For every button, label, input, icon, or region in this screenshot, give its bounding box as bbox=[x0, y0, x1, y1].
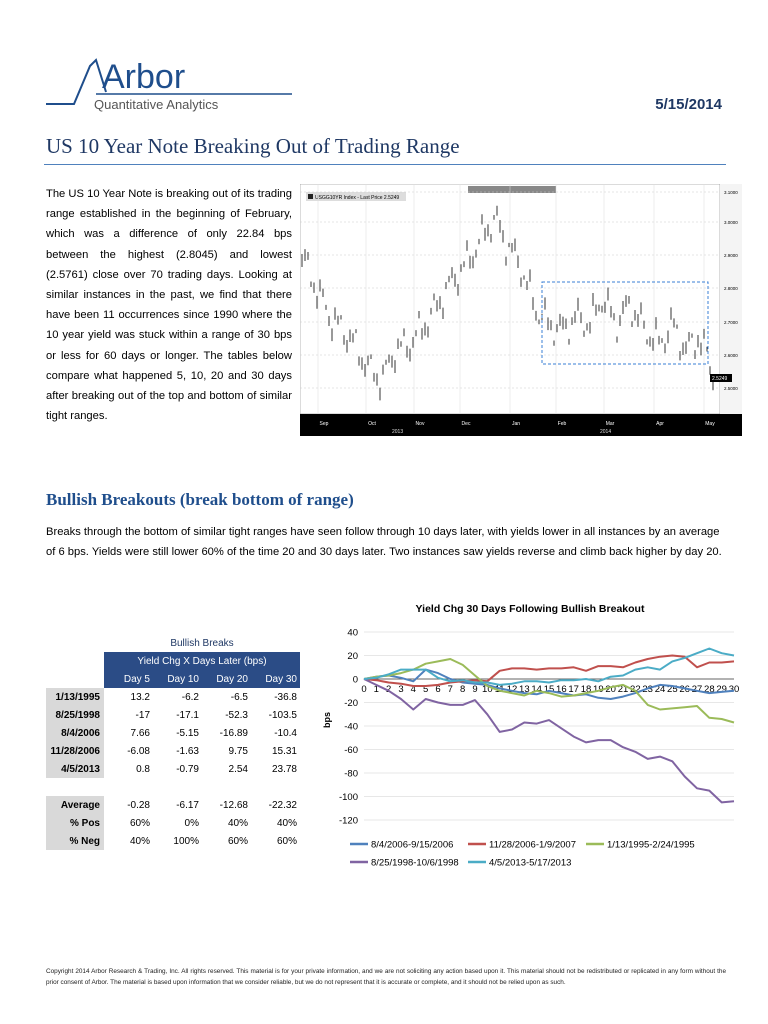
chart-x-tick: 28 bbox=[704, 684, 715, 695]
table-cell: -17.1 bbox=[176, 709, 199, 721]
summary-row bbox=[46, 832, 300, 850]
report-date: 5/15/2014 bbox=[655, 96, 722, 113]
bbg-month-label: May bbox=[705, 421, 715, 427]
bbg-legend: USGG10YR Index - Last Price 2.5249 bbox=[315, 195, 400, 201]
row-label: 11/28/2006 bbox=[46, 742, 104, 760]
table-row bbox=[46, 688, 300, 706]
row-label: 4/5/2013 bbox=[46, 760, 104, 778]
chart-y-tick: 0 bbox=[352, 674, 358, 686]
row-label: 8/25/1998 bbox=[46, 706, 104, 724]
table-cell: 100% bbox=[173, 835, 199, 847]
table-cell: -17 bbox=[135, 709, 150, 721]
chart-x-tick: 9 bbox=[472, 684, 478, 695]
chart-x-tick: 16 bbox=[556, 684, 567, 695]
legend-label: 11/28/2006-1/9/2007 bbox=[489, 839, 576, 851]
bbg-month-label: Oct bbox=[368, 421, 376, 427]
table-cell: -6.5 bbox=[230, 691, 248, 703]
chart-x-tick: 12 bbox=[506, 684, 518, 695]
chart-x-tick: 4 bbox=[410, 684, 416, 695]
table-header-row bbox=[46, 670, 300, 688]
section-body: Breaks through the bottom of similar tight ranges have seen follow through 10 days later, with yields lower in all instances by an average of 6 bps. Yields were still lower 60% of the time 20 and 30 days later. Two instances saw yields reverse and climb back higher by day 20. bbox=[46, 526, 722, 558]
chart-x-tick: 22 bbox=[630, 684, 641, 695]
chart-x-tick: 8 bbox=[460, 684, 466, 695]
table-cell: -5.15 bbox=[176, 727, 199, 739]
chart-x-tick: 5 bbox=[423, 684, 429, 695]
table-spacer bbox=[46, 778, 300, 796]
copyright-notice: Copyright 2014 Arbor Research & Trading, Inc. All rights reserved. This material is for your private information, and we are not soliciting any action based upon it. This material should not be redistributed or replicated in any form without the prior consent of Arbor. The material is based upon information that we consider reliable, but we do not represent that it is accurate or complete, and it should not be relied upon as such. bbox=[46, 968, 726, 986]
table-row bbox=[46, 742, 300, 760]
chart-x-tick: 30 bbox=[728, 684, 740, 695]
row-label: % Neg bbox=[46, 832, 104, 850]
bbg-month-label: Dec bbox=[461, 421, 471, 427]
table-cell: -103.5 bbox=[268, 709, 297, 721]
column-header: Day 20 bbox=[202, 670, 251, 688]
bbg-y-tick: 3.0000 bbox=[724, 220, 738, 225]
table-cell: 15.31 bbox=[271, 745, 297, 757]
bbg-month-label: Mar bbox=[605, 421, 615, 427]
page-title: US 10 Year Note Breaking Out of Trading Range bbox=[46, 134, 460, 158]
chart-legend bbox=[350, 840, 695, 869]
chart-x-tick: 23 bbox=[642, 684, 653, 695]
bbg-month-label: Feb bbox=[557, 421, 567, 427]
column-header: Day 30 bbox=[251, 670, 300, 688]
table-row bbox=[46, 760, 300, 778]
table-cell: -6.08 bbox=[127, 745, 150, 757]
table-cell: 23.78 bbox=[271, 763, 297, 775]
table-cell: 7.66 bbox=[130, 727, 150, 739]
chart-x-tick: 13 bbox=[519, 684, 530, 695]
chart-x-tick: 26 bbox=[679, 684, 690, 695]
table-group-header-row bbox=[46, 652, 300, 670]
table-cell: -52.3 bbox=[225, 709, 248, 721]
row-label: 8/4/2006 bbox=[46, 724, 104, 742]
table-cell: -1.63 bbox=[176, 745, 199, 757]
chart-y-tick: -60 bbox=[344, 745, 358, 756]
legend-label: 8/25/1998-10/6/1998 bbox=[371, 857, 459, 869]
chart-y-tick: -120 bbox=[338, 815, 358, 827]
table-title: Bullish Breaks bbox=[170, 638, 234, 649]
table-cell: -22.32 bbox=[268, 799, 297, 811]
table-cell: -6.17 bbox=[176, 799, 199, 811]
table-cell: 0.8 bbox=[136, 763, 150, 775]
legend-label: 4/5/2013-5/17/2013 bbox=[489, 857, 572, 869]
chart-x-tick: 11 bbox=[494, 684, 505, 695]
chart-x-tick: 14 bbox=[531, 684, 542, 695]
table-row bbox=[46, 724, 300, 742]
row-label: 1/13/1995 bbox=[46, 688, 104, 706]
bbg-month-label: Sep bbox=[319, 421, 329, 427]
table-cell: -12.68 bbox=[219, 799, 248, 811]
title-divider bbox=[44, 164, 726, 165]
chart-x-tick: 7 bbox=[447, 684, 453, 695]
table-corner bbox=[46, 670, 104, 688]
table-cell: 60% bbox=[129, 817, 150, 829]
legend-label: 1/13/1995-2/24/1995 bbox=[607, 839, 695, 851]
chart-x-tick: 17 bbox=[568, 684, 579, 695]
bbg-y-tick: 2.9000 bbox=[724, 253, 738, 258]
chart-x-tick: 2 bbox=[386, 684, 392, 695]
chart-x-tick: 25 bbox=[667, 684, 678, 695]
bbg-month-label: Nov bbox=[415, 421, 425, 427]
bullish-breaks-table bbox=[46, 652, 300, 850]
table-cell: -36.8 bbox=[274, 691, 297, 703]
bbg-month-label: Jan bbox=[511, 421, 521, 427]
table-row bbox=[46, 706, 300, 724]
table-cell: 0% bbox=[184, 817, 199, 829]
table-cell: 40% bbox=[276, 817, 297, 829]
table-cell: -6.2 bbox=[181, 691, 199, 703]
chart-y-tick: -80 bbox=[344, 768, 358, 780]
bbg-year-2014: 2014 bbox=[600, 429, 612, 435]
table-cell: -10.4 bbox=[274, 727, 297, 739]
bbg-year-2013: 2013 bbox=[392, 429, 404, 435]
column-header: Day 10 bbox=[153, 670, 202, 688]
bbg-y-tick: 2.5000 bbox=[724, 386, 738, 391]
chart-x-tick: 18 bbox=[580, 684, 592, 695]
table-corner bbox=[46, 652, 104, 670]
bbg-y-tick: 2.8000 bbox=[724, 286, 738, 291]
chart-x-tick: 1 bbox=[373, 684, 379, 695]
chart-x-tick: 29 bbox=[716, 684, 727, 695]
summary-row bbox=[46, 796, 300, 814]
table-cell: 13.2 bbox=[130, 691, 150, 703]
bbg-date-axis bbox=[300, 414, 742, 436]
chart-x-tick: 19 bbox=[593, 684, 604, 695]
intro-paragraph: The US 10 Year Note is breaking out of its trading range established in the beginning of February, which was a difference of only 22.84 bps between the highest (2.8045) and lowest (2.5761) close over 70 trading days. Looking at similar instances in the past, we find that there have been 11 occurrences since 1990 where the 10 year yield was stuck within a range of 30 bps or less for 60 days or longer. The tables below compare what happened 5, 10, 20 and 30 days after breaking out of the top and bottom of similar tight ranges. bbox=[46, 188, 292, 423]
table-cell: 40% bbox=[129, 835, 150, 847]
chart-x-tick: 0 bbox=[361, 684, 367, 695]
chart-x-tick: 24 bbox=[654, 684, 666, 695]
bbg-y-tick: 3.1000 bbox=[724, 190, 738, 195]
chart-x-tick: 20 bbox=[605, 684, 616, 695]
table-spacer-row bbox=[46, 778, 300, 796]
logo-name: Arbor bbox=[102, 58, 186, 96]
table-cell: -0.28 bbox=[127, 799, 150, 811]
table-cell: 60% bbox=[276, 835, 297, 847]
legend-label: 8/4/2006-9/15/2006 bbox=[371, 839, 454, 851]
chart-title: Yield Chg 30 Days Following Bullish Breakout bbox=[415, 603, 645, 615]
summary-row bbox=[46, 814, 300, 832]
table-cell: 40% bbox=[227, 817, 248, 829]
chart-y-tick: 40 bbox=[347, 627, 358, 639]
table-cell: 2.54 bbox=[228, 763, 248, 775]
series-line bbox=[364, 679, 734, 802]
chart-y-tick: 20 bbox=[347, 651, 358, 662]
table-cell: 60% bbox=[227, 835, 248, 847]
section-heading: Bullish Breakouts (break bottom of range) bbox=[46, 490, 354, 509]
chart-ylabel: bps bbox=[322, 711, 332, 729]
chart-x-tick: 3 bbox=[398, 684, 404, 695]
column-header: Day 5 bbox=[104, 670, 153, 688]
chart-x-tick: 27 bbox=[691, 684, 703, 695]
group-header: Yield Chg X Days Later (bps) bbox=[104, 652, 300, 670]
table-cell: -16.89 bbox=[219, 727, 248, 739]
chart-x-tick: 10 bbox=[482, 684, 493, 695]
row-label: % Pos bbox=[46, 814, 104, 832]
bloomberg-yield-chart bbox=[300, 184, 742, 436]
chart-y-tick: -20 bbox=[344, 698, 358, 709]
chart-x-tick: 6 bbox=[435, 684, 441, 695]
table-cell: -0.79 bbox=[176, 763, 199, 775]
logo-subtitle: Quantitative Analytics bbox=[94, 97, 219, 112]
row-label: Average bbox=[46, 796, 104, 814]
bbg-y-tick: 2.6000 bbox=[724, 353, 738, 358]
chart-y-tick: -100 bbox=[338, 792, 358, 803]
bbg-legend-swatch bbox=[308, 194, 313, 199]
chart-x-tick: 15 bbox=[543, 684, 555, 695]
bbg-y-tick: 2.7000 bbox=[724, 320, 738, 325]
chart-series-lines bbox=[364, 649, 734, 803]
arbor-logo bbox=[44, 52, 294, 118]
table-cell: 9.75 bbox=[228, 745, 248, 757]
bbg-last-price-label: 2.5249 bbox=[712, 376, 728, 382]
chart-x-tick: 21 bbox=[617, 684, 629, 695]
yield-change-line-chart bbox=[322, 598, 740, 878]
bbg-month-label: Apr bbox=[656, 421, 664, 427]
chart-y-tick: -40 bbox=[344, 721, 358, 733]
chart-y-axis bbox=[339, 628, 358, 827]
